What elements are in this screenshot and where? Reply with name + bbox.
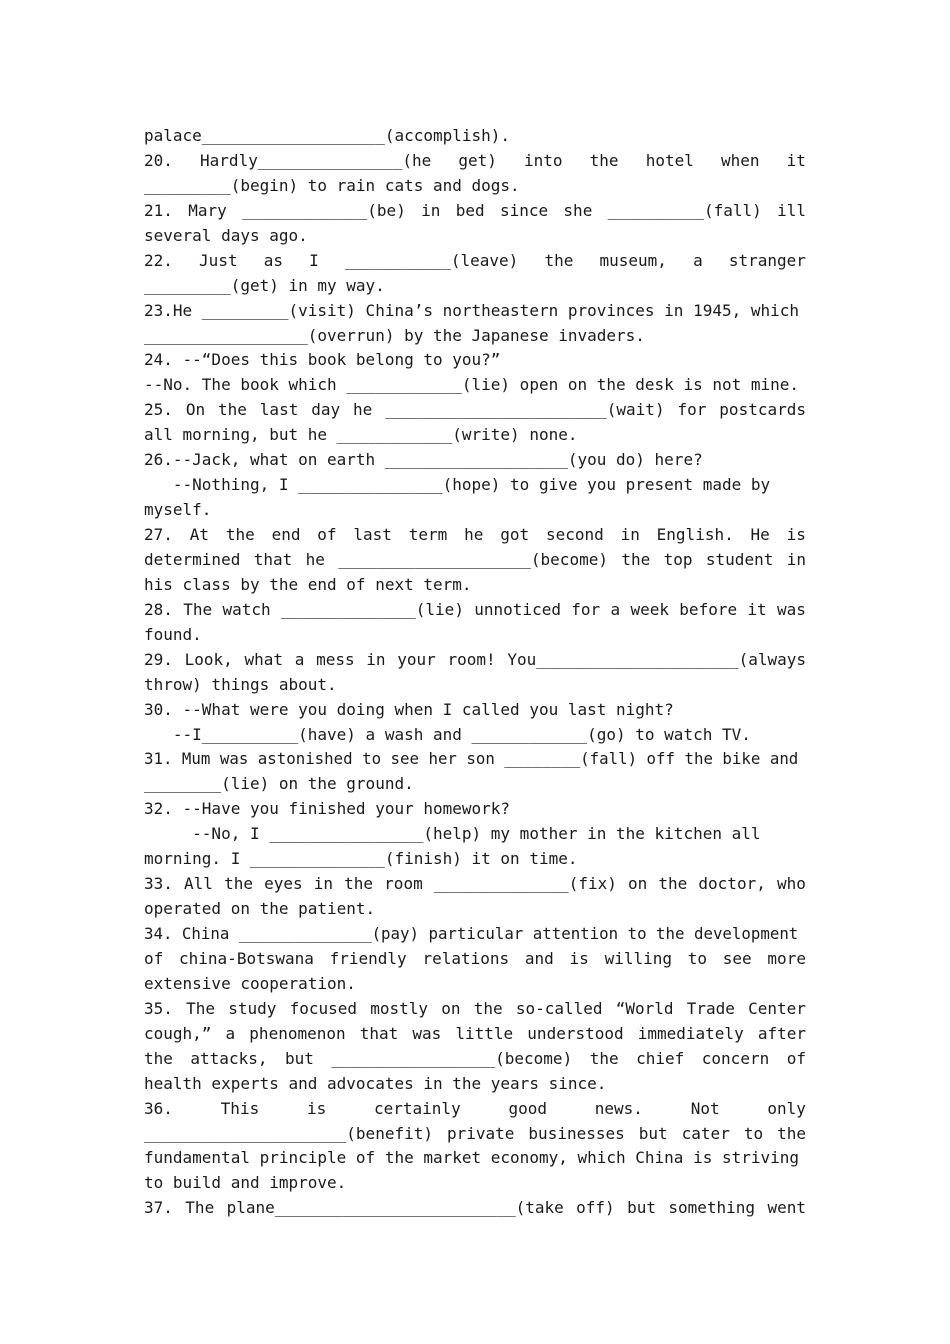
exercise-line: 33. All the eyes in the room ______________(fix) on the doctor, who [144, 874, 806, 894]
exercise-line: 37. The plane_________________________(take off) but something went [144, 1198, 806, 1218]
exercise-line: 23.He _________(visit) China’s northeastern provinces in 1945, which [144, 300, 800, 320]
exercise-line: morning. I ______________(finish) it on time. [144, 849, 578, 869]
exercise-line: --No. The book which ____________(lie) open on the desk is not mine. [144, 375, 800, 395]
exercise-line: 22. Just as I ___________(leave) the museum, a stranger [144, 250, 806, 270]
exercise-line: found. [144, 624, 202, 644]
exercise-line: _________(begin) to rain cats and dogs. [144, 175, 520, 195]
exercise-line: 36. This is certainly good news. Not only [144, 1098, 806, 1118]
exercise-line: 28. The watch ______________(lie) unnoticed for a week before it was [144, 599, 806, 619]
exercise-line: of china-Botswana friendly relations and is willing to see more [144, 948, 806, 968]
exercise-line: 27. At the end of last term he got second in English. He is [144, 525, 806, 544]
exercise-line: several days ago. [144, 225, 308, 245]
exercise-line: operated on the patient. [144, 899, 376, 919]
exercise-line: --No, I ________________(help) my mother in the kitchen all [144, 824, 761, 844]
exercise-line: myself. [144, 500, 212, 520]
exercise-line: 30. --What were you doing when I called you last night? [144, 699, 674, 719]
exercise-line: palace___________________(accomplish). [144, 126, 511, 145]
exercise-line: --Nothing, I _______________(hope) to give you present made by [144, 475, 771, 495]
exercise-line: 26.--Jack, what on earth ___________________(you do) here? [144, 450, 703, 470]
exercise-line: _________(get) in my way. [144, 275, 385, 295]
exercise-line: 31. Mum was astonished to see her son ________(fall) off the bike and [144, 749, 799, 769]
exercise-line: determined that he ____________________(become) the top student in [144, 549, 806, 569]
exercise-line: cough,” a phenomenon that was little understood immediately after [144, 1023, 806, 1043]
exercise-line: --I__________(have) a wash and ____________(go) to watch TV. [144, 724, 751, 744]
exercise-line: his class by the end of next term. [144, 574, 472, 594]
exercise-line: 20. Hardly_______________(he get) into the hotel when it [144, 150, 806, 170]
exercise-line: 32. --Have you finished your homework? [144, 799, 511, 819]
exercise-line: 25. On the last day he _______________________(wait) for postcards [144, 400, 806, 420]
exercise-line: 24. --“Does this book belong to you?” [144, 350, 501, 370]
exercise-line: extensive cooperation. [144, 973, 356, 993]
exercise-line: all morning, but he ____________(write) none. [144, 425, 578, 445]
exercise-line: 21. Mary _____________(be) in bed since she __________(fall) ill [144, 200, 806, 220]
exercise-line: 29. Look, what a mess in your room! You_____________________(always [144, 649, 806, 669]
exercise-line: health experts and advocates in the years since. [144, 1073, 607, 1093]
exercise-page [144, 124, 806, 1221]
exercise-line: _____________________(benefit) private businesses but cater to the [144, 1123, 806, 1143]
exercise-line: 34. China ______________(pay) particular attention to the development [144, 924, 799, 943]
exercise-line: throw) things about. [144, 674, 337, 694]
exercise-line: fundamental principle of the market economy, which China is striving [144, 1148, 800, 1168]
exercise-line: ________(lie) on the ground. [144, 774, 414, 794]
exercise-line: the attacks, but _________________(become) the chief concern of [144, 1048, 806, 1068]
exercise-line: _________________(overrun) by the Japanese invaders. [144, 325, 645, 345]
exercise-line: 35. The study focused mostly on the so-called “World Trade Center [144, 998, 806, 1018]
exercise-line: to build and improve. [144, 1173, 347, 1193]
